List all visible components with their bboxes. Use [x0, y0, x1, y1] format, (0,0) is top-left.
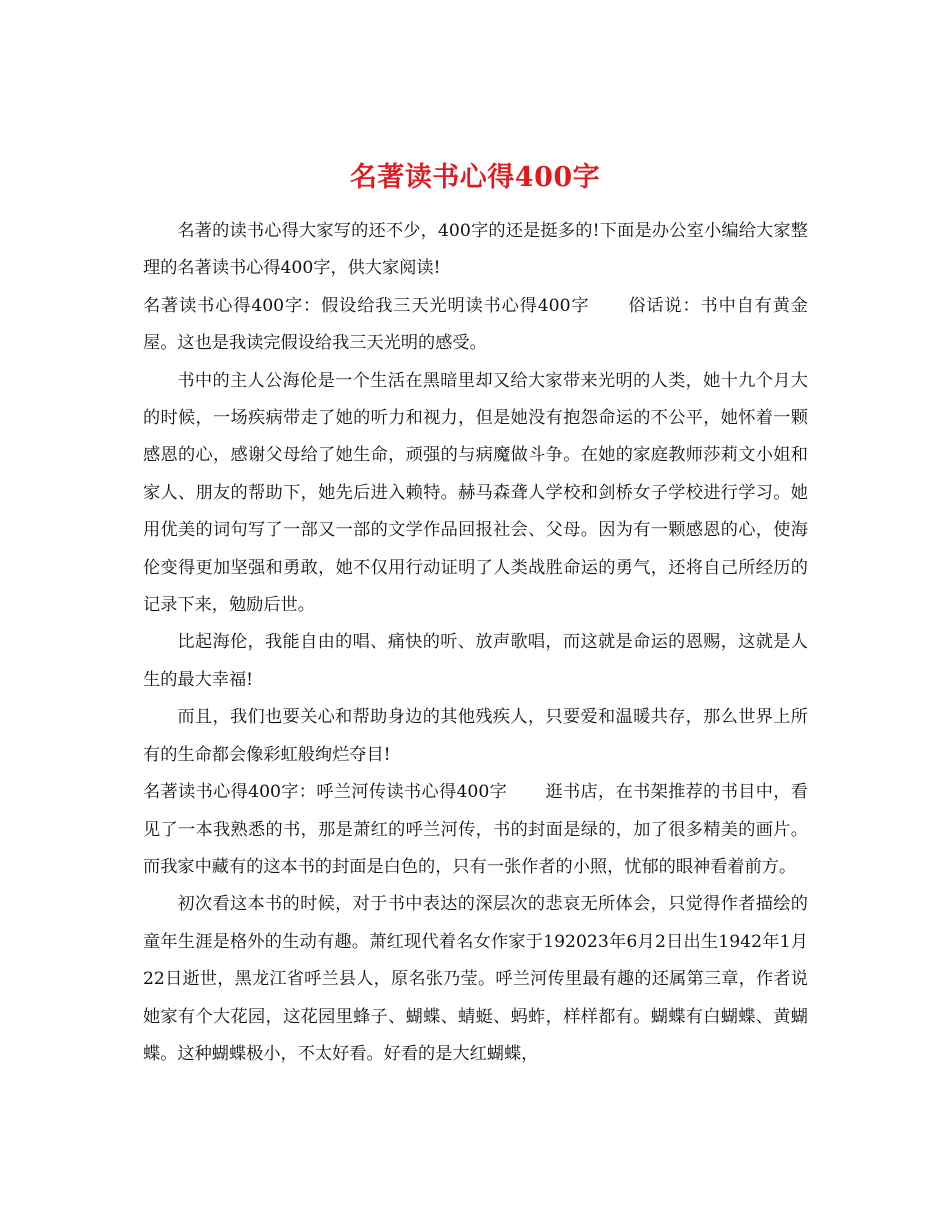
paragraph-body: 而且，我们也要关心和帮助身边的其他残疾人，只要爱和温暖共存，那么世界上所有的生命都会像彩虹般绚烂夺目! [143, 707, 808, 765]
paragraph-body: 初次看这本书的时候，对于书中表达的深层次的悲哀无所体会，只觉得作者描绘的童年生涯是格外的生动有趣。萧红现代着名女作家于192023年6月2日出生1942年1月22日逝世，黑龙江省呼兰县人，原名张乃莹。呼兰河传里最有趣的还属第三章，作者说她家有个大花园，这花园里蜂子、蝴蝶、蜻蜓、蚂蚱，样样都有。蝴蝶有白蝴蝶、黄蝴蝶。这种蝴蝶极小，不太好看。好看的是大红蝴蝶， [143, 894, 808, 1064]
paragraph-section-1 [143, 288, 808, 363]
section-heading: 名著读书心得400字：呼兰河传读书心得400字 [143, 782, 508, 803]
section-text: 俗话说：书中自有黄金屋。这也是我读完假设给我三天光明的感受。 [143, 295, 808, 354]
paragraph-section-2 [143, 774, 808, 886]
paragraph-body: 比起海伦，我能自由的唱、痛快的听、放声歌唱，而这就是命运的恩赐，这就是人生的最大幸福! [143, 632, 808, 690]
paragraph-body: 书中的主人公海伦是一个生活在黑暗里却又给大家带来光明的人类，她十九个月大的时候，一场疾病带走了她的听力和视力，但是她没有抱怨命运的不公平，她怀着一颗感恩的心，感谢父母给了她生命，顽强的与病魔做斗争。在她的家庭教师莎莉文小姐和家人、朋友的帮助下，她先后进入赖特。赫马森聋人学校和剑桥女子学校进行学习。她用优美的词句写了一部又一部的文学作品回报社会、父母。因为有一颗感恩的心，使海伦变得更加坚强和勇敢，她不仅用行动证明了人类战胜命运的勇气，还将自己所经历的记录下来，勉励后世。 [143, 370, 808, 616]
document-body [143, 213, 808, 1073]
document-title: 名著读书心得400字 [349, 162, 601, 194]
section-text: 逛书店，在书架推荐的书目中，看见了一本我熟悉的书，那是萧红的呼兰河传，书的封面是绿的，加了很多精美的画片。而我家中藏有的这本书的封面是白色的，只有一张作者的小照，忧郁的眼神看着前方。 [143, 782, 808, 877]
paragraph-intro: 名著的读书心得大家写的还不少，400字的还是挺多的!下面是办公室小编给大家整理的名著读书心得400字，供大家阅读! [143, 221, 808, 279]
section-heading: 名著读书心得400字：假设给我三天光明读书心得400字 [143, 295, 590, 316]
